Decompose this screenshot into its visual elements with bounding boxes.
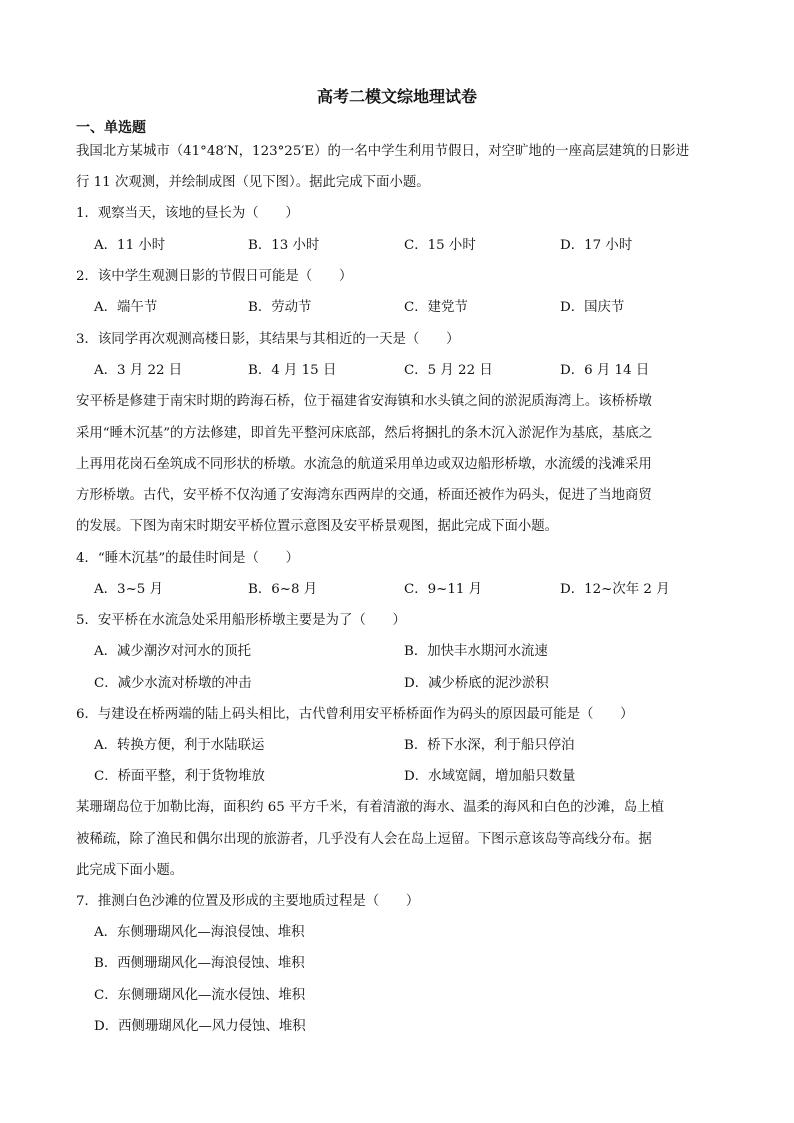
- question-2-option-a[interactable]: A．端午节: [94, 300, 158, 315]
- question-5-stem: 5．安平桥在水流急处采用船形桥墩主要是为了（ ）: [76, 613, 406, 628]
- passage-2-line-4: 方形桥墩。古代，安平桥不仅沟通了安海湾东西两岸的交通，桥面还被作为码头，促进了当地商贸: [76, 488, 652, 503]
- question-6-stem: 6．与建设在桥两端的陆上码头相比，古代曾利用安平桥桥面作为码头的原因最可能是（ ）: [76, 707, 634, 722]
- passage-3-line-2: 被稀疏，除了渔民和偶尔出现的旅游者，几乎没有人会在岛上逗留。下图示意该岛等高线分布。据: [76, 832, 652, 847]
- question-6-option-b[interactable]: B．桥下水深，利于船只停泊: [404, 738, 575, 753]
- question-2-option-c[interactable]: C．建党节: [404, 300, 468, 315]
- question-1-stem: 1．观察当天，该地的昼长为（ ）: [76, 206, 299, 221]
- question-5-option-c[interactable]: C．减少水流对桥墩的冲击: [94, 676, 252, 691]
- question-2-stem: 2．该中学生观测日影的节假日可能是（ ）: [76, 269, 353, 284]
- passage-3-line-1: 某珊瑚岛位于加勒比海，面积约 65 平方千米，有着清澈的海水、温柔的海风和白色的沙滩，岛上植: [76, 800, 664, 815]
- question-5-option-a[interactable]: A．减少潮汐对河水的顶托: [94, 644, 251, 659]
- question-7-option-d[interactable]: D．西侧珊瑚风化—风力侵蚀、堆积: [94, 1019, 306, 1034]
- question-5-option-d[interactable]: D．减少桥底的泥沙淤积: [404, 676, 549, 691]
- passage-2-line-5: 的发展。下图为南宋时期安平桥位置示意图及安平桥景观图，据此完成下面小题。: [76, 519, 559, 534]
- question-6-option-d[interactable]: D．水域宽阔，增加船只数量: [404, 769, 576, 784]
- question-3-stem: 3．该同学再次观测高楼日影，其结果与其相近的一天是（ ）: [76, 332, 460, 347]
- question-7-stem: 7．推测白色沙滩的位置及形成的主要地质过程是（ ）: [76, 894, 420, 909]
- question-1-option-c[interactable]: C．15 小时: [404, 238, 476, 253]
- question-1-option-a[interactable]: A．11 小时: [94, 238, 166, 253]
- passage-2-line-3: 上再用花岗石垒筑成不同形状的桥墩。水流急的航道采用单边或双边船形桥墩，水流缓的浅滩采用: [76, 457, 652, 472]
- question-4-option-d[interactable]: D．12~次年 2 月: [560, 582, 670, 597]
- question-4-option-c[interactable]: C．9~11 月: [404, 582, 483, 597]
- passage-1-line-1: 我国北方某城市（41°48′N，123°25′E）的一名中学生利用节假日，对空旷地的一座高层建筑的日影进: [76, 144, 690, 159]
- question-7-option-b[interactable]: B．西侧珊瑚风化—海浪侵蚀、堆积: [94, 956, 305, 971]
- question-3-option-a[interactable]: A．3 月 22 日: [94, 363, 183, 378]
- question-4-stem: 4．“睡木沉基”的最佳时间是（ ）: [76, 551, 300, 566]
- passage-2-line-2: 采用“睡木沉基”的方法修建，即首先平整河床底部，然后将捆扎的条木沉入淤泥作为基底，基底之: [76, 426, 653, 441]
- question-6-option-a[interactable]: A．转换方便，利于水陆联运: [94, 738, 265, 753]
- question-2-option-d[interactable]: D．国庆节: [560, 300, 625, 315]
- question-4-option-a[interactable]: A．3~5 月: [94, 582, 163, 597]
- passage-2-line-1: 安平桥是修建于南宋时期的跨海石桥，位于福建省安海镇和水头镇之间的淤泥质海湾上。该桥桥墩: [76, 394, 652, 409]
- question-6-option-c[interactable]: C．桥面平整，利于货物堆放: [94, 769, 265, 784]
- question-2-option-b[interactable]: B．劳动节: [248, 300, 312, 315]
- question-7-option-a[interactable]: A．东侧珊瑚风化—海浪侵蚀、堆积: [94, 925, 305, 940]
- passage-3-line-3: 此完成下面小题。: [76, 863, 184, 878]
- question-4-option-b[interactable]: B．6~8 月: [248, 582, 318, 597]
- question-7-option-c[interactable]: C．东侧珊瑚风化—流水侵蚀、堆积: [94, 988, 306, 1003]
- question-1-option-b[interactable]: B．13 小时: [248, 238, 320, 253]
- section-heading: 一、单选题: [76, 120, 146, 136]
- passage-1-line-2: 行 11 次观测，并绘制成图（见下图）。据此完成下面小题。: [76, 175, 430, 190]
- page-title: 高考二模文综地理试卷: [316, 87, 477, 106]
- question-5-option-b[interactable]: B．加快丰水期河水流速: [404, 644, 548, 659]
- question-1-option-d[interactable]: D．17 小时: [560, 238, 633, 253]
- question-3-option-d[interactable]: D．6 月 14 日: [560, 363, 650, 378]
- question-3-option-c[interactable]: C．5 月 22 日: [404, 363, 493, 378]
- question-3-option-b[interactable]: B．4 月 15 日: [248, 363, 337, 378]
